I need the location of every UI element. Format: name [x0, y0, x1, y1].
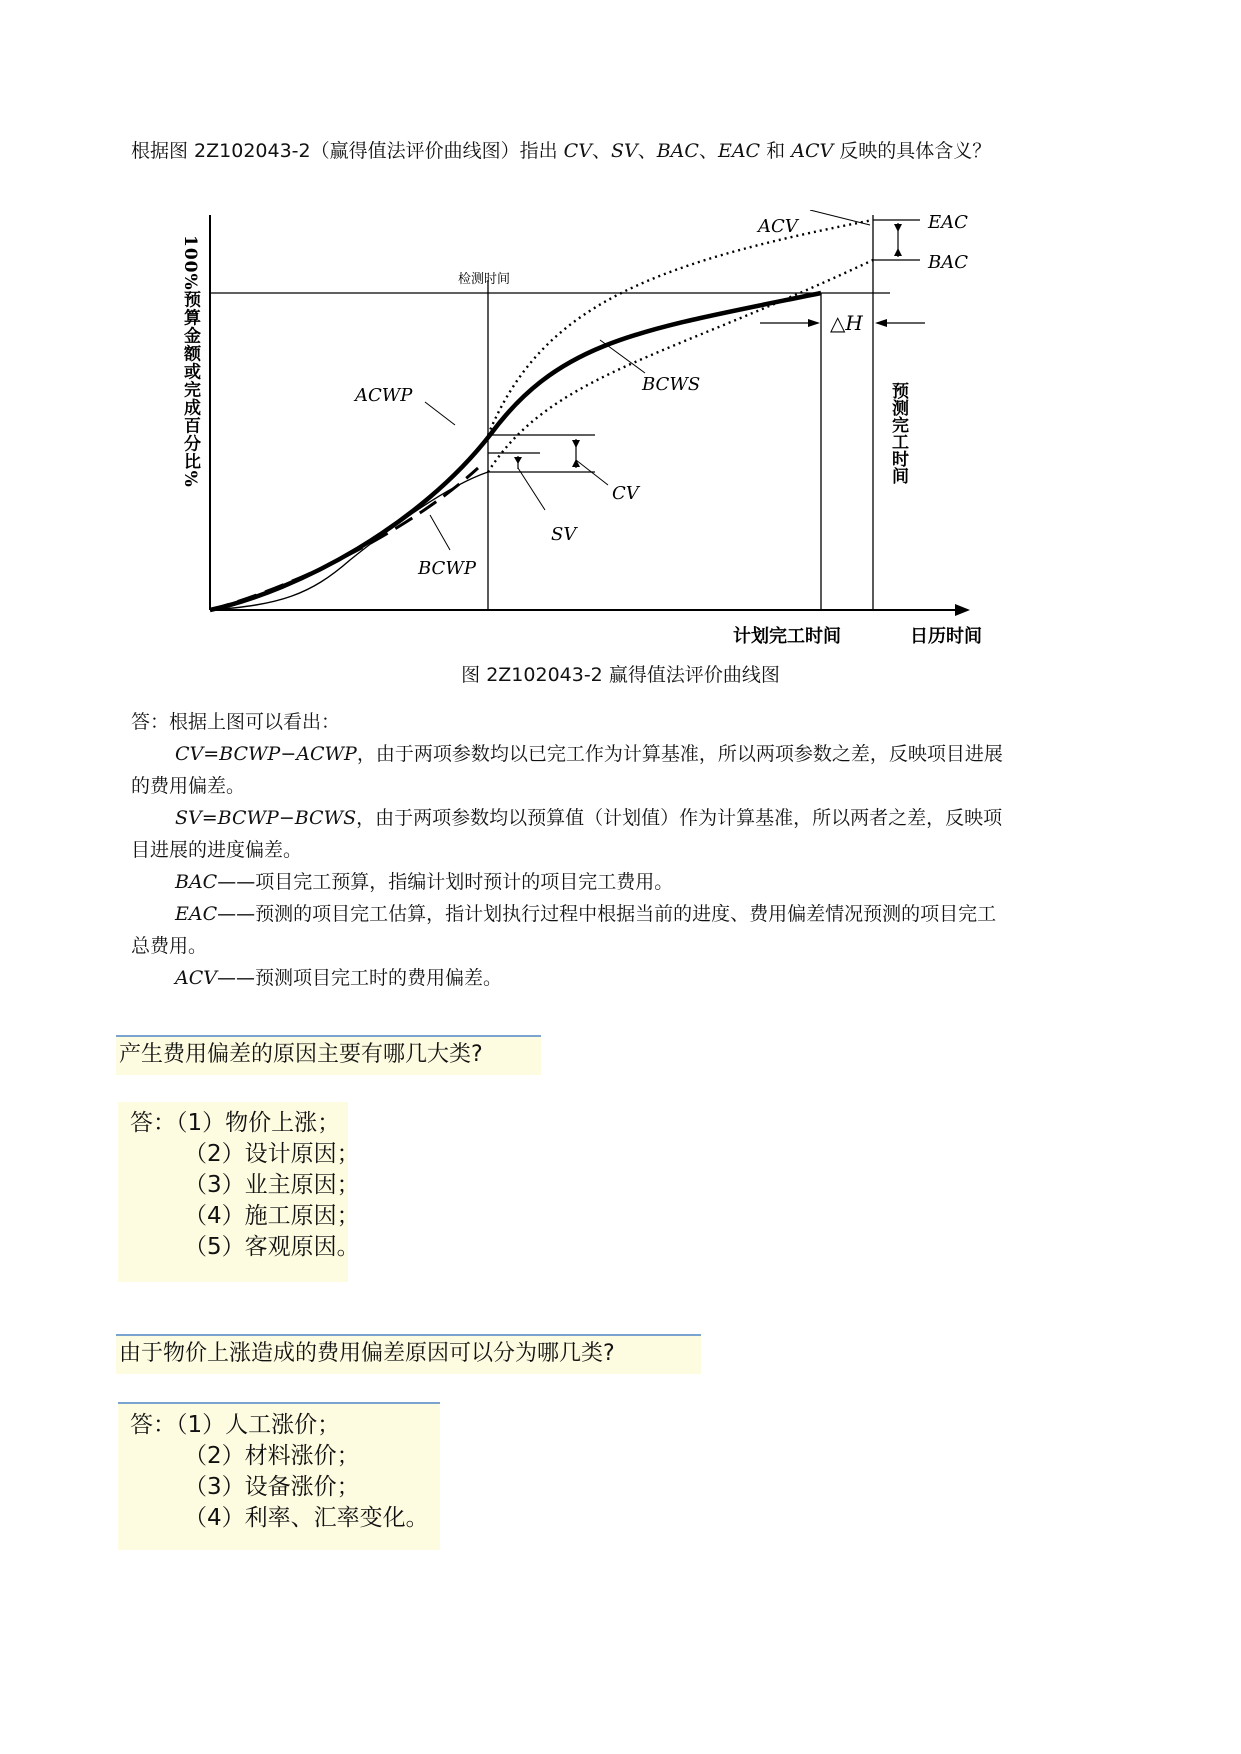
cv-arrow-head-top: [572, 440, 580, 448]
delta-h-right-head: [875, 319, 887, 327]
eac-text: ——预测的项目完工估算，指计划执行过程中根据当前的进度、费用偏差情况预测的项目完工总费用。: [131, 903, 997, 957]
bac-label: BAC: [928, 252, 968, 273]
detect-time-label: 检测时间: [458, 272, 511, 287]
sv-text: ，由于两项参数均以预算值（计划值）作为计算基准，所以两者之差，反映项目进展的进度偏差。: [131, 807, 1003, 861]
bac-term: BAC: [175, 871, 218, 893]
question-1-post: 反映的具体含义？: [833, 140, 992, 162]
bcwp-leader: [430, 515, 450, 550]
bcwp-label: BCWP: [418, 558, 476, 579]
answer-1-eac: [131, 898, 1011, 962]
term-acv: ACV: [791, 140, 834, 162]
sv-arrow-head: [514, 457, 522, 464]
acv-arrow-head-top: [894, 224, 902, 232]
x-axis-arrow: [955, 604, 970, 616]
sv-leader: [518, 468, 545, 510]
question-1: [131, 136, 1011, 166]
separator: 、: [637, 140, 657, 162]
planned-finish-label: 计划完工时间: [733, 626, 841, 647]
bcws-curve: [210, 293, 821, 610]
question-2: 产生费用偏差的原因主要有哪几大类?: [116, 1035, 541, 1075]
acwp-leader: [425, 402, 455, 425]
term-bac: BAC: [656, 140, 699, 162]
calendar-time-label: 日历时间: [910, 626, 982, 647]
cv-text: ，由于两项参数均以已完工作为计算基准，所以两项参数之差，反映项目进展的费用偏差。: [131, 743, 1003, 797]
answer-1-cv: [131, 738, 1011, 802]
question-1-pre: 根据图 2Z102043-2（赢得值法评价曲线图）指出: [131, 140, 564, 162]
acv-leader: [810, 210, 870, 225]
answer-2: [118, 1102, 360, 1282]
answer-2-item: （2）设计原因；: [184, 1141, 360, 1167]
answer-2-item: （3）业主原因；: [184, 1172, 360, 1198]
y-axis-label: 100%预算金额或完成百分比%: [180, 235, 200, 488]
answer-1: [131, 706, 1011, 994]
acv-arrow-head-bottom: [894, 248, 902, 256]
acwp-label: ACWP: [355, 385, 413, 406]
sv-formula: SV=BCWP−BCWS: [175, 807, 357, 829]
term-cv: CV: [563, 140, 592, 162]
answer-3-item: （2）材料涨价；: [184, 1443, 360, 1469]
answer-2-item: （1）物价上涨；: [176, 1110, 341, 1136]
bcws-leader: [600, 340, 645, 373]
eac-label: EAC: [928, 212, 968, 233]
answer-3-first-line: [130, 1410, 440, 1441]
answer-3: [118, 1402, 440, 1550]
bac-text: ——项目完工预算，指编计划时预计的项目完工费用。: [217, 871, 674, 893]
answer-1-bac: [131, 866, 1011, 898]
and-word: 和: [766, 140, 786, 162]
eac-term: EAC: [175, 903, 218, 925]
forecast-finish-label: 预测完工时间: [888, 382, 908, 484]
forecast-upper-curve: [488, 220, 873, 435]
term-eac: EAC: [717, 140, 761, 162]
figure-caption: 图 2Z102043-2 赢得值法评价曲线图: [461, 664, 780, 686]
bcws-label: BCWS: [642, 374, 701, 395]
answer-2-item: （4）施工原因；: [184, 1203, 360, 1229]
answer-2-prefix: 答：: [130, 1110, 176, 1136]
question-3: 由于物价上涨造成的费用偏差原因可以分为哪几类?: [116, 1334, 701, 1374]
answer-3-item: （4）利率、汇率变化。: [184, 1505, 429, 1531]
earned-value-diagram: [180, 210, 1010, 655]
term-sv: SV: [610, 140, 638, 162]
answer-1-intro: 答：根据上图可以看出：: [131, 711, 341, 733]
cv-formula: CV=BCWP−ACWP: [175, 743, 357, 765]
delta-h-left-head: [808, 319, 820, 327]
answer-3-item: （1）人工涨价；: [176, 1412, 341, 1438]
answer-2-item: （5）客观原因。: [184, 1234, 360, 1260]
delta-h-label: △H: [830, 311, 863, 335]
answer-1-acv: [131, 962, 1011, 994]
answer-3-prefix: 答：: [130, 1412, 176, 1438]
acv-text: ——预测项目完工时的费用偏差。: [216, 967, 502, 989]
answer-1-sv: [131, 802, 1011, 866]
cv-label: CV: [612, 483, 639, 504]
answer-2-first-line: [130, 1108, 348, 1139]
forecast-lower-curve: [488, 260, 873, 472]
sv-label: SV: [551, 524, 577, 545]
separator: 、: [591, 140, 611, 162]
acv-label: ACV: [758, 216, 798, 237]
acv-term: ACV: [175, 967, 217, 989]
separator: 、: [698, 140, 718, 162]
answer-3-item: （3）设备涨价；: [184, 1474, 360, 1500]
